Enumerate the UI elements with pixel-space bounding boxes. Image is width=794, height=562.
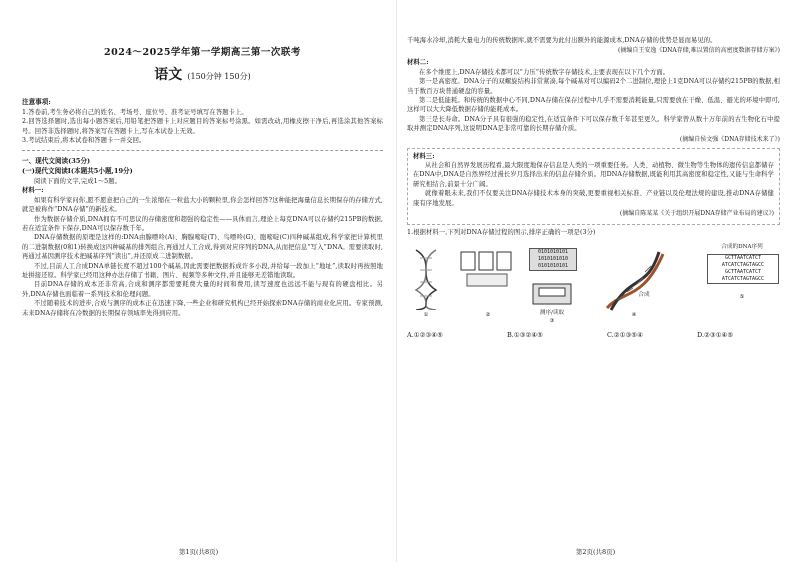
dna-helix-icon: [411, 248, 441, 310]
double-helix-icon: [603, 250, 667, 312]
answer-option[interactable]: D.②③①④⑤: [697, 330, 734, 339]
passage-paragraph: 目前DNA存储的成本还非常高,合成和测序都需要耗费大量的时间和费用,读写速度也远远不能与现有的硬盘相比。另外,DNA存储也面临着一系列技术和伦理问题。: [22, 281, 383, 298]
passage-paragraph: 作为数据存储介质,DNA拥有不可思议的存储密度和超强的稳定性——具体而言,理论上每克DNA可以存储约215PB的数据,若在适宜条件下保存,DNA可以保存数千年。: [22, 215, 383, 233]
reading-instruction: 阅读下面的文字,完成1～5题。: [34, 178, 122, 186]
source-citation: (摘编自王安逸《DNA存储,难以置信的高密度数据存储方案》): [618, 47, 780, 55]
answer-option[interactable]: A.①②③④⑤: [407, 330, 443, 339]
answer-option[interactable]: C.②①③⑤④: [607, 330, 643, 339]
continued-paragraph: 千吨海水冷却,消耗大量电力的传统数据库,就不需要为此付出额外的能源成本,DNA存储的优势是显而易见的。: [407, 37, 717, 44]
passage-paragraph: 从社会和自然界发展历程看,最大限度地保存信息是人类的一项重要任务。人类、动植物、微生物等生物体的遗传信息都储存在DNA中,DNA是自然界经过漫长岁月选择出来的信息存储介质。用DNA存储数据,既能利用其高密度和稳定性,又能与生命科学研究相结合,前景十分广阔。: [413, 162, 774, 188]
question-1: 1.根据材料一,下列对DNA存储过程的图示,排序正确的一项是(3分): [407, 229, 596, 237]
passage-paragraph: 第二是低能耗。和传统的数据中心不同,DNA存储在保存过程中几乎不需要消耗能量,只需要放在干燥、低温、避光的环境中即可,这样可以大大降低数据存储的能耗成本。: [407, 97, 780, 114]
passage-paragraph: DNA存储数据的原理是这样的:DNA由腺嘌呤(A)、胸腺嘧啶(T)、鸟嘌呤(G)、胞嘧啶(C)四种碱基组成,科学家把计算机里的二进制数据(0和1)转换成这四种碱基的排列组合,再通过人工合成,得到对应序列的DNA,从而把信息“写入”DNA。需要读取时,再通过基因测序技术把碱基序列“读出”,并还原成二进制数据。: [22, 234, 383, 261]
section-heading: 一、现代文阅读(35分): [22, 157, 91, 166]
option-number: ④: [631, 311, 637, 318]
page-footer: 第1页(共8页): [178, 548, 219, 556]
option-number: ③: [549, 317, 555, 324]
source-citation: (摘编自侯文强《DNA存储技术来了》): [679, 135, 780, 143]
source-citation: (摘编自陈某某《关于组织开展DNA存储产业布局的建议》): [619, 210, 774, 218]
subject-line: [22, 64, 383, 84]
base-sequence-box: GCTTAATCATCT ATCATCTAGTAGCC GCTTAATCATCT ATCATCTAGTAGCC: [707, 254, 779, 284]
exam-page-2: [397, 0, 794, 562]
passage-paragraph: 在多个维度上,DNA存储技术都可以“力压”传统数字存储技术,主要表现在以下几个方面。: [419, 68, 670, 76]
option-number: ①: [423, 311, 429, 318]
passage-paragraph: 就像着眼未来,我们不仅要关注DNA存储技术本身的突破,更要重视相关标准、产业链以及伦理法规的建设,推动DNA存储健康有序地发展。: [413, 190, 774, 207]
dna-sequence-caption: 合成的DNA序列: [721, 243, 763, 250]
material2-label: 材料二:: [407, 59, 429, 67]
synthesis-label: 合成: [638, 291, 650, 298]
material3-label: 材料三:: [413, 152, 435, 160]
passage-paragraph: 如果有科学家问你,愿不愿意把自己的一生浓缩在一粒盐大小的颗粒里,你会怎样回答?这种能把海量信息长期保存的存储方式,就是被称作“DNA存储”的新技术。: [22, 196, 383, 214]
note-item: 1.答卷前,考生务必将自己的姓名、考场号、座位号、准考证号填写在答题卡上。: [22, 108, 248, 116]
section-rule: [22, 150, 383, 151]
passage-paragraph: 第三是长寿命。DNA分子具有很强的稳定性,在适宜条件下可以保存数千年甚至更久。科学家曾从数十万年前的古生物化石中提取并测定DNA序列,这说明DNA是非常可靠的长期存储介质。: [407, 115, 780, 133]
note-item: 3.考试结束后,将本试卷和答题卡一并交回。: [22, 137, 146, 145]
passage-paragraph: 第一是高密度。DNA分子的双螺旋结构非常紧凑,每个碱基对可以编码2个二进制位,理论上1克DNA可以存储约215PB的数据,相当于数百万块普通硬盘的容量。: [407, 78, 780, 95]
option-number: ②: [485, 311, 491, 318]
page-footer: 第2页(共8页): [575, 548, 616, 556]
note-item: 2.回答选择题时,选出每小题答案后,用铅笔把答题卡上对应题目的答案标号涂黑。如需改动,用橡皮擦干净后,再选涂其他答案标号。回答非选择题时,将答案写在答题卡上,写在本试卷上无效。: [22, 118, 383, 135]
sequence-read-label: 测序/读取: [539, 309, 565, 316]
material3-box: [407, 148, 780, 225]
time-and-score: (150分钟 150分): [187, 72, 251, 81]
passage-paragraph: 不过,目前人工合成DNA单链长度不超过100个碱基,因此需要把数据拆成许多小段,并给每一段加上“地址”,读取时再按照地址拼接还原。科学家已经用这种办法存储了书籍、图片、视频等多种文件,并且能够无差错地读取。: [22, 262, 383, 280]
exam-title: 2024～2025学年第一学期高三第一次联考: [104, 47, 301, 58]
passage-paragraph: 不过随着技术的进步,合成与测序的成本正在迅速下降,一些企业和研究机构已经开始探索DNA存储的商业化应用。专家预测,未来DNA存储将在冷数据的长期保存领域率先得到应用。: [22, 300, 383, 317]
subject-title: 语文: [154, 67, 183, 83]
binary-code-label: 0101010101 1010101010 0101010101: [529, 248, 577, 271]
answer-option[interactable]: B.①③②④⑤: [507, 330, 543, 339]
dna-process-diagram: [407, 242, 780, 354]
subsection-heading: (一)现代文阅读Ⅰ(本题共5小题,19分): [22, 167, 133, 176]
sequencer-icon: [531, 282, 573, 308]
option-number: ⑤: [739, 293, 745, 300]
file-stack-icon: [457, 246, 517, 288]
material1-label: 材料一:: [22, 187, 44, 195]
notes-heading: 注意事项:: [22, 98, 51, 106]
